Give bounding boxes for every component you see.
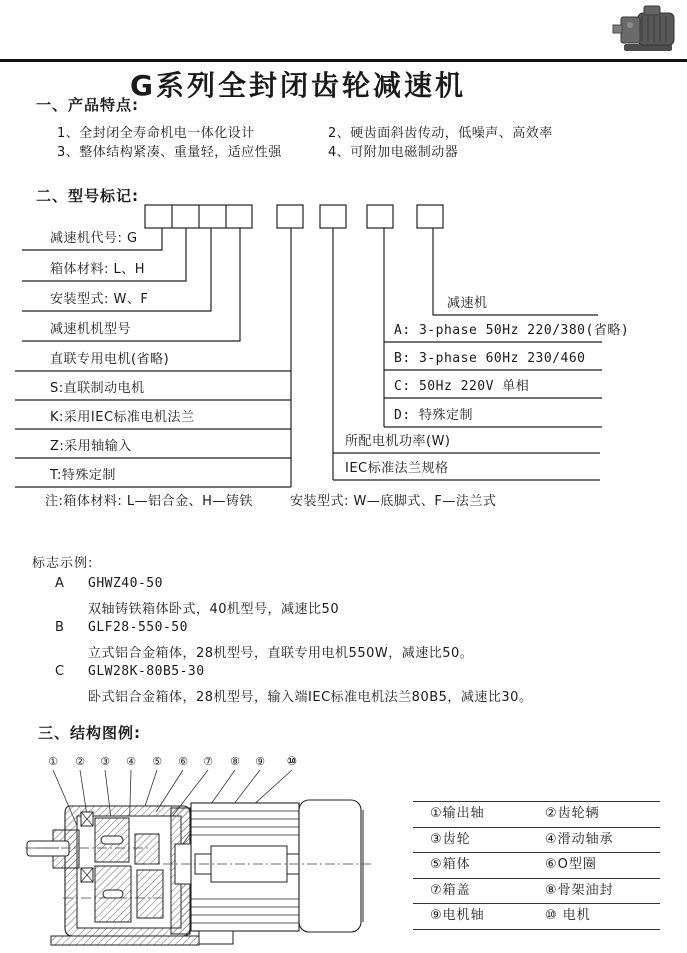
- example-c-tag: C: [55, 664, 65, 679]
- section-model-heading: 二、型号标记:: [36, 187, 139, 205]
- section-features-heading: 一、产品特点:: [36, 96, 139, 114]
- model-label-shaft-input: Z:采用轴输入: [50, 439, 132, 454]
- part-cover: ⑦箱盖: [430, 882, 471, 898]
- callout-4-icon: ④: [126, 755, 136, 768]
- model-label-special: T:特殊定制: [50, 468, 116, 483]
- callout-1-icon: ①: [48, 755, 58, 768]
- part-oil-seal: ⑧骨架油封: [545, 882, 614, 898]
- model-label-voltage-c: C: 50Hz 220V 单相: [394, 379, 530, 394]
- example-c-code: GLW28K-80B5-30: [88, 664, 205, 679]
- model-label-reducer-code: 减速机代号: G: [50, 231, 138, 246]
- model-label-reducer: 减速机: [447, 296, 488, 311]
- parts-row-5: [413, 903, 660, 930]
- callout-7-icon: ⑦: [203, 755, 213, 768]
- example-a-desc: 双轴铸铁箱体卧式，40机型号，减速比50: [88, 602, 340, 617]
- example-b-code: GLF28-550-50: [88, 620, 188, 635]
- example-b-desc: 立式铝合金箱体，28机型号，直联专用电机550W，减速比50。: [88, 646, 474, 661]
- part-gear-rim: ②齿轮辆: [545, 806, 600, 821]
- model-note-mount: 安装型式: W—底脚式、F—法兰式: [290, 494, 497, 509]
- example-b-tag: B: [55, 620, 64, 635]
- model-label-iec-flange: K:采用IEC标准电机法兰: [50, 410, 195, 425]
- example-a-code: GHWZ40-50: [88, 576, 163, 591]
- callout-6-icon: ⑥: [178, 755, 188, 768]
- gearmotor-photo: [610, 4, 686, 58]
- model-label-mount-type: 安装型式: W、F: [50, 292, 149, 307]
- example-a-tag: A: [55, 576, 64, 591]
- part-motor: ⑩ 电机: [545, 908, 591, 924]
- feature-item-1: 1、全封闭全寿命机电一体化设计: [57, 126, 255, 141]
- feature-item-3: 3、整体结构紧凑、重量轻，适应性强: [57, 145, 282, 160]
- section-structure-heading: 三、结构图例:: [38, 724, 141, 742]
- header-rule: [0, 59, 687, 62]
- callout-9-icon: ⑨: [255, 755, 265, 768]
- part-gear: ③齿轮: [430, 831, 471, 847]
- model-label-motor-power: 所配电机功率(W): [345, 434, 451, 449]
- model-label-iec-spec: IEC标准法兰规格: [345, 461, 449, 476]
- model-note-material: 注:箱体材料: L—铝合金、H—铸铁: [45, 494, 253, 509]
- parts-row-3: [413, 852, 660, 878]
- parts-row-1: [413, 801, 660, 827]
- part-o-ring: ⑥O型圈: [545, 857, 597, 873]
- callout-3-icon: ③: [100, 755, 110, 768]
- model-label-voltage-b: B: 3-phase 60Hz 230/460: [394, 351, 586, 366]
- part-motor-shaft: ⑨电机轴: [430, 908, 485, 924]
- parts-legend-table: [413, 801, 660, 930]
- part-output-shaft: ①输出轴: [430, 806, 485, 821]
- callout-10-icon: ⑩: [286, 754, 298, 768]
- example-c-desc: 卧式铝合金箱体，28机型号，输入端IEC标准电机法兰80B5，减速比30。: [88, 690, 533, 705]
- model-label-frame-size: 减速机机型号: [50, 322, 132, 337]
- model-label-housing-material: 箱体材料: L、H: [50, 262, 146, 277]
- model-label-brake-motor: S:直联制动电机: [50, 381, 145, 396]
- callout-5-icon: ⑤: [152, 755, 162, 768]
- model-label-direct-motor: 直联专用电机(省略): [50, 352, 170, 367]
- model-label-voltage-d: D: 特殊定制: [394, 408, 473, 423]
- structure-cross-section-drawing: [25, 748, 410, 948]
- page-title: G系列全封闭齿轮减速机: [130, 69, 466, 102]
- examples-heading: 标志示例:: [32, 556, 94, 571]
- model-label-voltage-a: A: 3-phase 50Hz 220/380(省略): [394, 323, 630, 338]
- part-sleeve-bearing: ④滑动轴承: [545, 831, 614, 847]
- feature-item-4: 4、可附加电磁制动器: [328, 145, 459, 160]
- feature-item-2: 2、硬齿面斜齿传动，低噪声、高效率: [328, 126, 553, 141]
- parts-row-2: [413, 827, 660, 853]
- parts-row-4: [413, 878, 660, 904]
- callout-2-icon: ②: [75, 755, 85, 768]
- callout-8-icon: ⑧: [230, 755, 240, 768]
- part-housing: ⑤箱体: [430, 857, 471, 873]
